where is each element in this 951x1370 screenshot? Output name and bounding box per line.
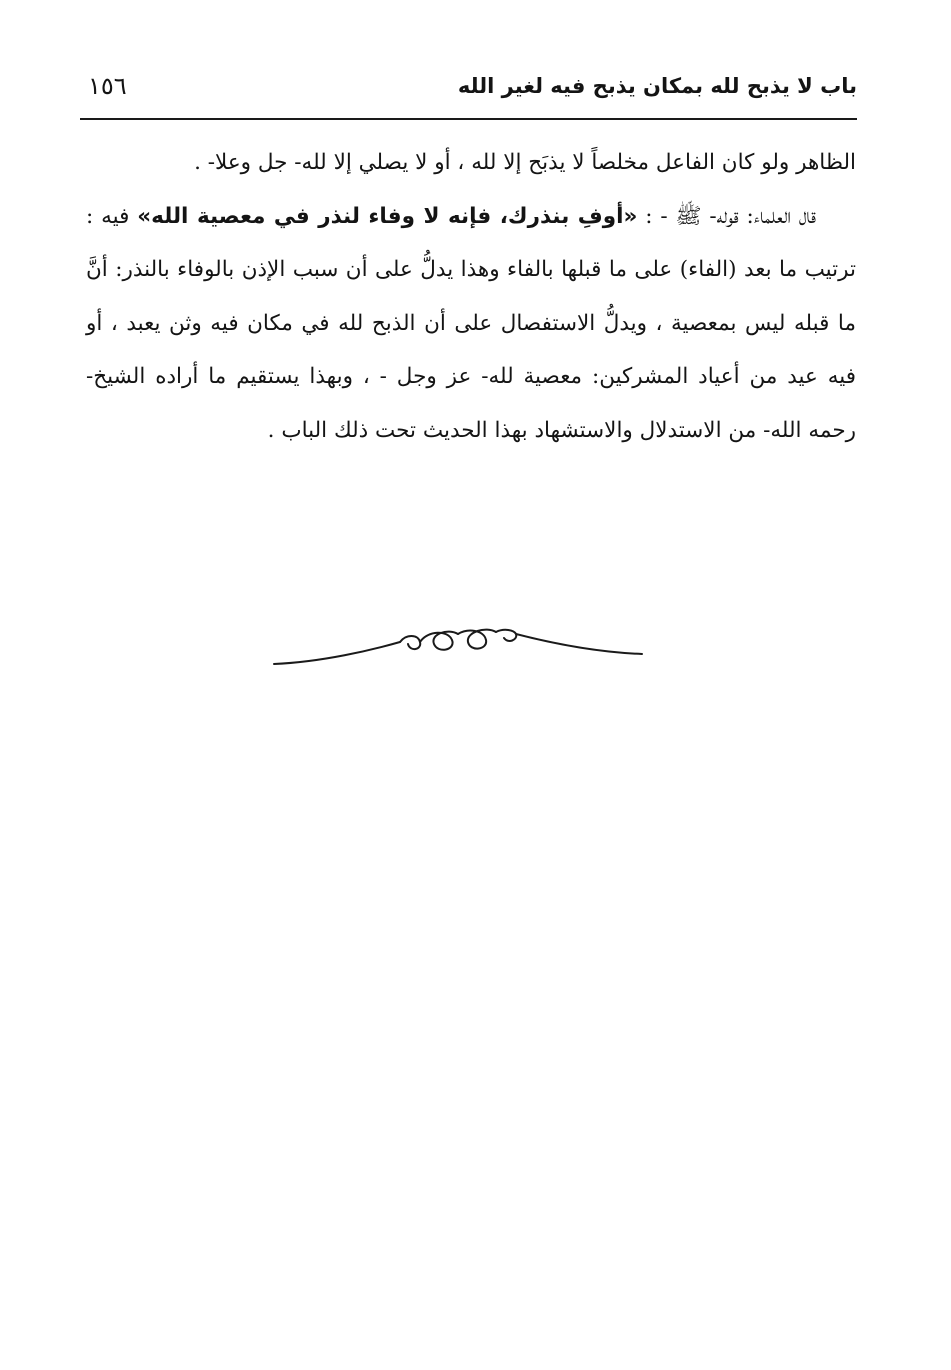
paragraph-2: [86, 190, 856, 458]
hadith-quote: «أوفِ بنذرك، فإنه لا وفاء لنذر في معصية الله»: [137, 203, 638, 229]
decorative-divider-icon: [272, 620, 644, 680]
paragraph-2-commentary: فيه : ترتيب ما بعد (الفاء) على ما قبلها بالفاء وهذا يدلُّ على أن سبب الإذن بالوفاء بالنذر: أنَّ ما قبله ليس بمعصية ، ويدلُّ الاستفصال على أن الذبح لله في مكان فيه وثن يعبد ، أو فيه عيد من أعياد المشركين: معصية لله- عز وجل - ، وبهذا يستقيم ما أراده الشيخ- رحمه الله- من الاستدلال والاستشهاد بهذا الحديث تحت ذلك الباب .: [86, 203, 856, 443]
body-text: [86, 136, 856, 457]
chapter-title: باب لا يذبح لله بمكان يذبح فيه لغير الله: [457, 74, 857, 98]
page-number: ١٥٦: [88, 72, 127, 100]
running-header: [80, 70, 857, 110]
header-rule: [80, 118, 857, 120]
paragraph-1: الظاهر ولو كان الفاعل مخلصاً لا يذبَح إلا لله ، أو لا يصلي إلا لله- جل وعلا- .: [194, 150, 856, 175]
paragraph-2-intro: قال العلماء: قوله- ﷺ - :: [637, 203, 816, 229]
